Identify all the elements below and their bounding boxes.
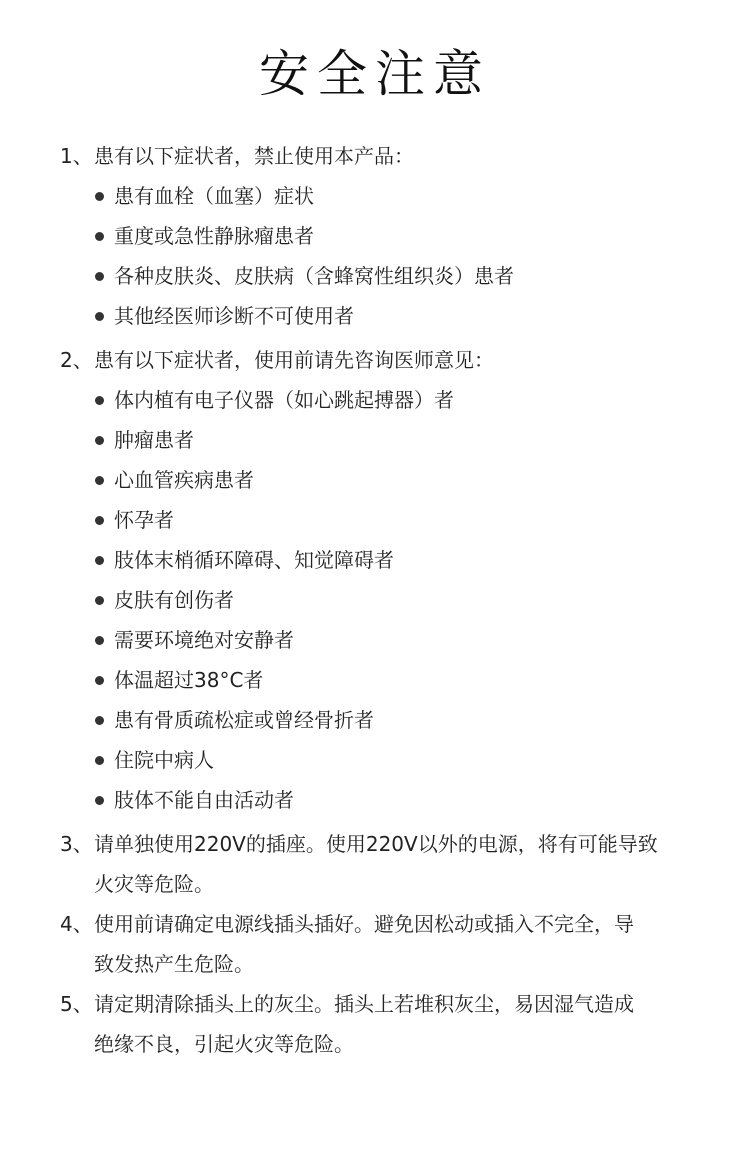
note-item-4 xyxy=(60,904,700,984)
list-item-text: 其他经医师诊断不可使用者 xyxy=(114,304,354,328)
note-item-3 xyxy=(60,824,700,904)
bullet-dot-icon xyxy=(95,192,104,201)
list-item-text: 重度或急性静脉瘤患者 xyxy=(114,224,314,248)
list-item-text: 患有骨质疏松症或曾经骨折者 xyxy=(114,708,374,732)
bullet-dot-icon xyxy=(95,796,104,805)
list-item-text: 患有血栓（血塞）症状 xyxy=(114,184,314,208)
bullet-list xyxy=(60,176,700,336)
list-item xyxy=(60,296,700,336)
list-item xyxy=(60,620,700,660)
list-item xyxy=(60,740,700,780)
note-text-line-1: 请定期清除插头上的灰尘。插头上若堆积灰尘，易因湿气造成 xyxy=(94,992,634,1016)
bullet-dot-icon xyxy=(95,676,104,685)
note-text: 患有以下症状者，使用前请先咨询医师意见： xyxy=(94,348,494,372)
bullet-dot-icon xyxy=(95,516,104,525)
list-item xyxy=(60,700,700,740)
safety-notes xyxy=(60,136,700,1064)
list-item-text: 皮肤有创伤者 xyxy=(114,588,234,612)
bullet-dot-icon xyxy=(95,396,104,405)
bullet-list xyxy=(60,380,700,820)
bullet-dot-icon xyxy=(95,272,104,281)
list-item xyxy=(60,780,700,820)
note-item-2 xyxy=(60,340,700,820)
list-item xyxy=(60,580,700,620)
list-item-text: 肢体末梢循环障碍、知觉障碍者 xyxy=(114,548,394,572)
note-text-line-1: 使用前请确定电源线插头插好。避免因松动或插入不完全，导 xyxy=(94,912,634,936)
bullet-dot-icon xyxy=(95,636,104,645)
bullet-dot-icon xyxy=(95,436,104,445)
bullet-dot-icon xyxy=(95,232,104,241)
list-item-text: 体温超过38°C者 xyxy=(114,668,264,692)
list-item-text: 心血管疾病患者 xyxy=(114,468,254,492)
list-item xyxy=(60,256,700,296)
bullet-dot-icon xyxy=(95,716,104,725)
list-item-text: 需要环境绝对安静者 xyxy=(114,628,294,652)
note-number: 3、 xyxy=(60,832,93,856)
list-item xyxy=(60,420,700,460)
list-item xyxy=(60,500,700,540)
bullet-dot-icon xyxy=(95,556,104,565)
list-item xyxy=(60,380,700,420)
note-text-line-2: 绝缘不良，引起火灾等危险。 xyxy=(94,1032,354,1056)
list-item xyxy=(60,460,700,500)
list-item-text: 肿瘤患者 xyxy=(114,428,194,452)
list-item-text: 肢体不能自由活动者 xyxy=(114,788,294,812)
list-item xyxy=(60,176,700,216)
bullet-dot-icon xyxy=(95,476,104,485)
note-number: 4、 xyxy=(60,912,93,936)
list-item-text: 各种皮肤炎、皮肤病（含蜂窝性组织炎）患者 xyxy=(114,264,514,288)
note-text-line-2: 火灾等危险。 xyxy=(94,872,214,896)
note-text: 患有以下症状者，禁止使用本产品： xyxy=(94,144,414,168)
note-item-1 xyxy=(60,136,700,336)
list-item xyxy=(60,540,700,580)
note-text-line-1: 请单独使用220V的插座。使用220V以外的电源，将有可能导致 xyxy=(94,832,658,856)
note-number: 1、 xyxy=(60,144,93,168)
list-item xyxy=(60,660,700,700)
bullet-dot-icon xyxy=(95,596,104,605)
list-item xyxy=(60,216,700,256)
bullet-dot-icon xyxy=(95,756,104,765)
note-text-line-2: 致发热产生危险。 xyxy=(94,952,254,976)
page-title: 安全注意 xyxy=(259,45,491,103)
note-item-5 xyxy=(60,984,700,1064)
bullet-dot-icon xyxy=(95,312,104,321)
list-item-text: 怀孕者 xyxy=(114,508,174,532)
list-item-text: 体内植有电子仪器（如心跳起搏器）者 xyxy=(114,388,454,412)
list-item-text: 住院中病人 xyxy=(114,748,214,772)
note-number: 5、 xyxy=(60,992,93,1016)
note-number: 2、 xyxy=(60,348,93,372)
